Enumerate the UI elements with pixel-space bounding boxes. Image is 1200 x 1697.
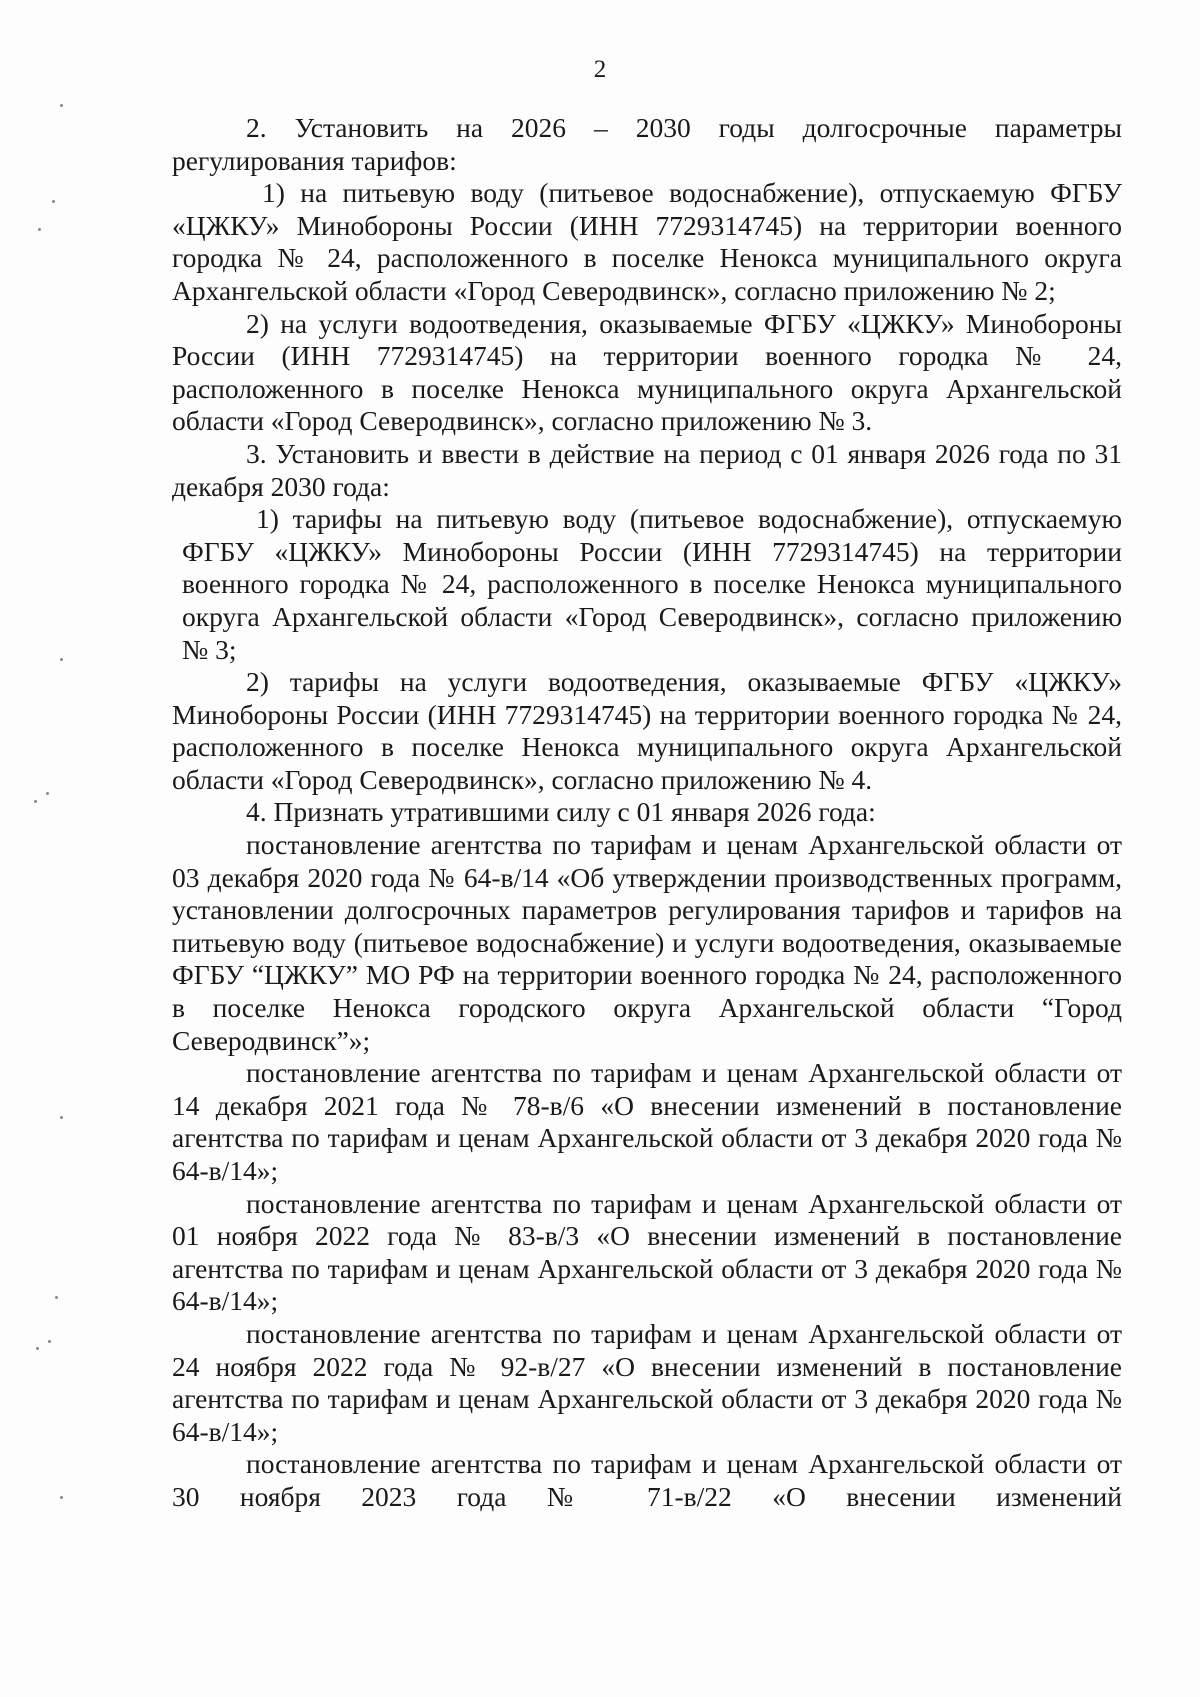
scan-speck xyxy=(46,792,49,795)
paragraph-repealed-act-2: постановление агентства по тарифам и ценам Архангельской области от 14 декабря 2021 года № 78-в/6 «О внесении изменений в постановление агентства по тарифам и ценам Архангельской области от 3 декабря 2020 года № 64-в/14»; xyxy=(172,1057,1122,1186)
scan-speck xyxy=(55,1296,58,1299)
scan-speck xyxy=(34,800,37,803)
scan-speck xyxy=(60,104,63,107)
paragraph-clause-2-1: 1) на питьевую воду (питьевое водоснабжение), отпускаемую ФГБУ «ЦЖКУ» Минобороны России (ИНН 7729314745) на территории военного городка № 24, расположенного в поселке Ненокса муниципального округа Архангельской области «Город Северодвинск», согласно приложению № 2; xyxy=(172,177,1122,306)
paragraph-repealed-act-1: постановление агентства по тарифам и ценам Архангельской области от 03 декабря 2020 года № 64-в/14 «Об утверждении производственных программ, установлении долгосрочных параметров регулирования тарифов и тарифов на питьевую воду (питьевое водоснабжение) и услуги водоотведения, оказываемые ФГБУ “ЦЖКУ” МО РФ на территории военного городка № 24, расположенного в поселке Ненокса городского округа Архангельской области “Город Северодвинск”»; xyxy=(172,829,1122,1056)
document-body xyxy=(172,112,1122,1514)
scan-speck xyxy=(48,1340,51,1343)
paragraph-clause-4: 4. Признать утратившими силу с 01 января 2026 года: xyxy=(246,796,876,828)
scan-speck xyxy=(60,658,63,661)
paragraph-clause-3: 3. Установить и ввести в действие на период с 01 января 2026 года по 31 декабря 2030 года: xyxy=(172,437,1122,502)
paragraph-clause-3-1: 1) тарифы на питьевую воду (питьевое водоснабжение), отпускаемую ФГБУ «ЦЖКУ» Минобороны России (ИНН 7729314745) на территории военного городка № 24, расположенного в поселке Ненокса муниципального округа Архангельской области «Город Северодвинск», согласно приложению № 3; xyxy=(182,503,1122,665)
paragraph-clause-3-2: 2) тарифы на услуги водоотведения, оказываемые ФГБУ «ЦЖКУ» Минобороны России (ИНН 7729314745) на территории военного городка № 24, расположенного в поселке Ненокса муниципального округа Архангельской области «Город Северодвинск», согласно приложению № 4. xyxy=(172,666,1122,795)
paragraph-repealed-act-4: постановление агентства по тарифам и ценам Архангельской области от 24 ноября 2022 года № 92-в/27 «О внесении изменений в постановление агентства по тарифам и ценам Архангельской области от 3 декабря 2020 года № 64-в/14»; xyxy=(172,1317,1122,1447)
page-number: 2 xyxy=(593,56,607,83)
scan-speck xyxy=(52,200,55,203)
scan-speck xyxy=(38,228,41,231)
paragraph-repealed-act-3: постановление агентства по тарифам и ценам Архангельской области от 01 ноября 2022 года № 83-в/3 «О внесении изменений в постановление агентства по тарифам и ценам Архангельской области от 3 декабря 2020 года № 64-в/14»; xyxy=(172,1187,1122,1317)
scan-speck xyxy=(60,1116,63,1119)
paragraph-clause-2-2: 2) на услуги водоотведения, оказываемые ФГБУ «ЦЖКУ» Минобороны России (ИНН 7729314745) на территории военного городка № 24, расположенного в поселке Ненокса муниципального округа Архангельской области «Город Северодвинск», согласно приложению № 3. xyxy=(172,307,1122,437)
scan-speck xyxy=(36,1347,39,1350)
paragraph-clause-2: 2. Установить на 2026 – 2030 годы долгосрочные параметры регулирования тарифов: xyxy=(172,112,1122,176)
paragraph-repealed-act-5: постановление агентства по тарифам и ценам Архангельской области от 30 ноября 2023 года № 71-в/22 «О внесении изменений xyxy=(172,1448,1122,1512)
scan-speck xyxy=(60,1496,63,1499)
